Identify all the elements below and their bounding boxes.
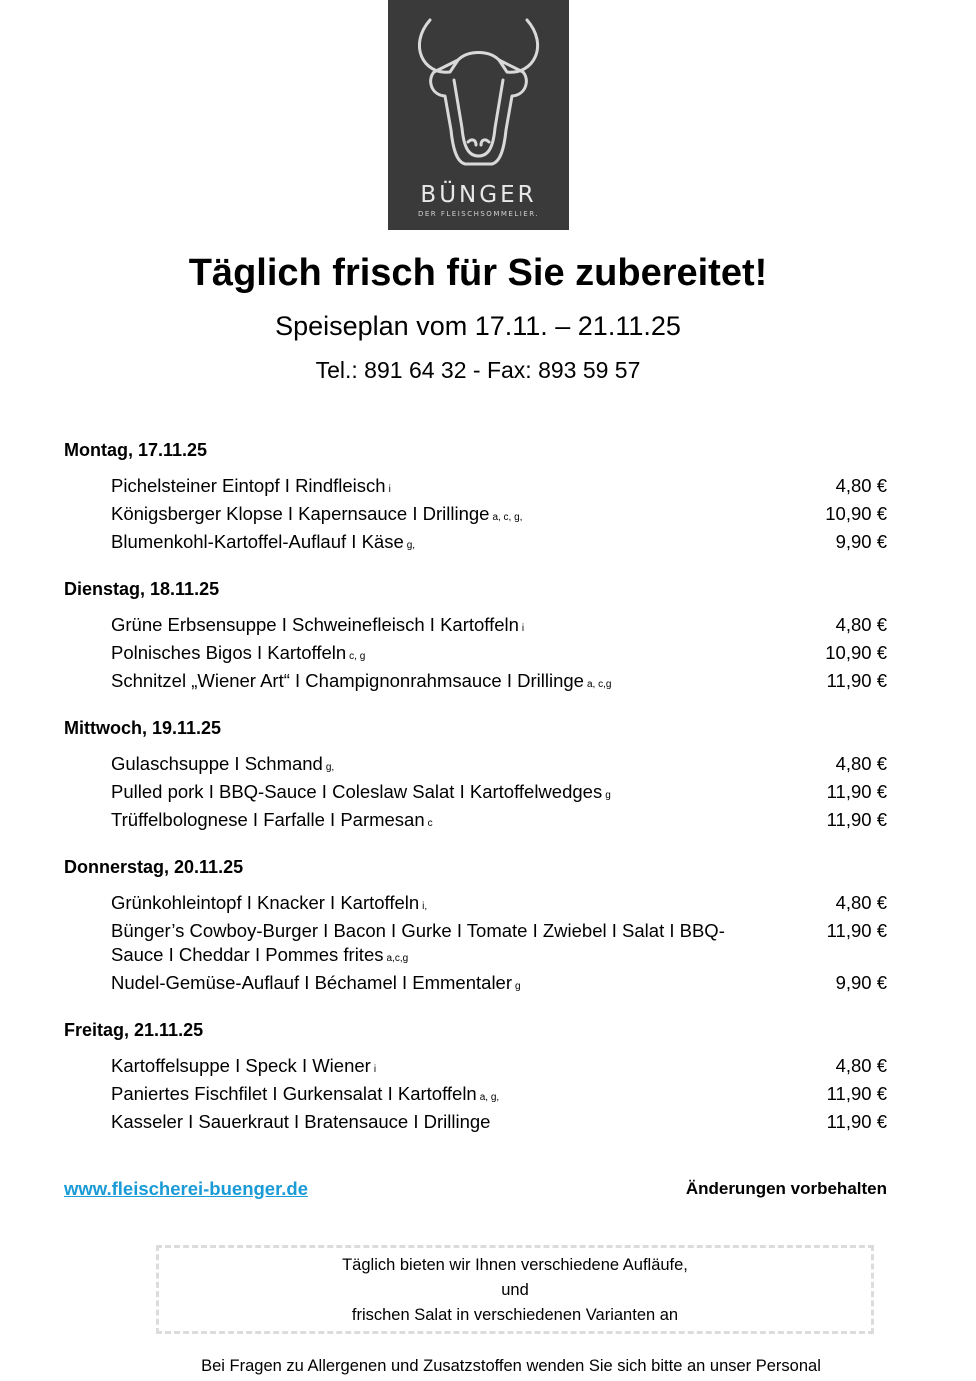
dish-allergens: a,c,g — [386, 953, 409, 964]
brand-tagline: DER FLEISCHSOMMELIER. — [417, 210, 540, 218]
info-box — [156, 1245, 874, 1334]
menu-period: Speiseplan vom 17.11. – 21.11.25 — [275, 311, 681, 341]
website-link[interactable]: www.fleischerei-buenger.de — [64, 1178, 308, 1199]
dish-allergens: i, — [422, 901, 428, 912]
dish-row — [64, 919, 887, 971]
dish-price: 10,90 € — [825, 642, 887, 663]
dish-name: Kasseler I Sauerkraut I Bratensauce I Drillinge — [111, 1111, 491, 1132]
dish-allergens: g, — [406, 540, 416, 551]
info-line: frischen Salat in verschiedenen Varianten an — [351, 1306, 679, 1324]
day-wednesday — [64, 716, 887, 836]
day-title: Mittwoch, 19.11.25 — [64, 718, 222, 738]
day-monday — [64, 438, 887, 558]
dish-allergens: g — [515, 981, 521, 992]
dish-name: Trüffelbolognese I Farfalle I Parmesan — [111, 809, 425, 830]
dish-price: 4,80 € — [835, 892, 887, 913]
dish-row — [64, 474, 887, 502]
day-friday — [64, 1018, 887, 1138]
dish-row — [64, 1082, 887, 1110]
dish-name: Schnitzel „Wiener Art“ I Champignonrahmsauce I Drillinge — [111, 670, 584, 691]
dish-name: Grüne Erbsensuppe I Schweinefleisch I Kartoffeln — [111, 614, 519, 635]
dish-price: 4,80 € — [835, 614, 887, 635]
dish-name: Grünkohleintopf I Knacker I Kartoffeln — [111, 892, 420, 913]
dish-row — [64, 530, 887, 558]
brand-logo — [388, 0, 569, 230]
dish-price: 4,80 € — [835, 753, 887, 774]
dish-price: 11,90 € — [826, 670, 887, 691]
brand-name: BÜNGER — [420, 182, 537, 208]
day-thursday — [64, 855, 887, 999]
day-title: Donnerstag, 20.11.25 — [64, 857, 244, 877]
dish-allergens: i — [521, 623, 525, 634]
contact-info: Tel.: 891 64 32 - Fax: 893 59 57 — [315, 357, 641, 383]
dish-allergens: a, c,g — [586, 679, 612, 690]
changes-reserved-note: Änderungen vorbehalten — [685, 1179, 887, 1198]
dish-name: Bünger’s Cowboy-Burger I Bacon I Gurke I Tomate I Zwiebel I Salat I BBQ-Sauce I Cheddar I Pommes frites — [111, 920, 725, 965]
dish-price: 9,90 € — [835, 531, 887, 552]
dish-name: Pichelsteiner Eintopf I Rindfleisch — [111, 475, 386, 496]
dish-row — [64, 891, 887, 919]
allergy-note: Bei Fragen zu Allergenen und Zusatzstoffen wenden Sie sich bitte an unser Personal — [201, 1357, 821, 1375]
day-title: Montag, 17.11.25 — [64, 440, 208, 460]
dish-allergens: g, — [325, 762, 335, 773]
dish-row — [64, 971, 887, 999]
dish-allergens: a, g, — [479, 1092, 500, 1103]
dish-name: Nudel-Gemüse-Auflauf I Béchamel I Emmentaler — [111, 972, 513, 993]
dish-price: 9,90 € — [835, 972, 887, 993]
dish-name: Königsberger Klopse I Kapernsauce I Drillinge — [111, 503, 490, 524]
dish-price: 10,90 € — [825, 503, 887, 524]
dish-price: 11,90 € — [826, 1083, 887, 1104]
dish-name: Polnisches Bigos I Kartoffeln — [111, 642, 347, 663]
dish-name: Blumenkohl-Kartoffel-Auflauf I Käse — [111, 531, 404, 552]
dish-price: 11,90 € — [826, 920, 887, 941]
dish-row — [64, 752, 887, 780]
dish-price: 4,80 € — [835, 1055, 887, 1076]
dish-name: Gulaschsuppe I Schmand — [111, 753, 323, 774]
dish-row — [64, 1054, 887, 1082]
dish-allergens: c — [427, 818, 433, 829]
info-line: und — [501, 1281, 529, 1299]
dish-row — [64, 669, 887, 697]
page-headline: Täglich frisch für Sie zubereitet! — [188, 252, 768, 294]
dish-row — [64, 780, 887, 808]
dish-row — [64, 808, 887, 836]
dish-name: Paniertes Fischfilet I Gurkensalat I Kartoffeln — [111, 1083, 477, 1104]
dish-row — [64, 1110, 887, 1138]
info-line: Täglich bieten wir Ihnen verschiedene Aufläufe, — [342, 1256, 688, 1274]
dish-price: 4,80 € — [835, 475, 887, 496]
dish-name: Kartoffelsuppe I Speck I Wiener — [111, 1055, 371, 1076]
day-tuesday — [64, 577, 887, 697]
dish-row — [64, 502, 887, 530]
dish-allergens: a, c, g, — [492, 512, 523, 523]
day-title: Dienstag, 18.11.25 — [64, 579, 220, 599]
dish-allergens: g — [605, 790, 611, 801]
dish-price: 11,90 € — [826, 1111, 887, 1132]
bull-head-icon — [388, 0, 569, 180]
dish-allergens: i — [373, 1064, 377, 1075]
dish-price: 11,90 € — [826, 781, 887, 802]
dish-row — [64, 613, 887, 641]
dish-name: Pulled pork I BBQ-Sauce I Coleslaw Salat I Kartoffelwedges — [111, 781, 603, 802]
weekly-menu — [64, 438, 887, 1157]
dish-allergens: i — [388, 484, 391, 495]
dish-price: 11,90 € — [826, 809, 887, 830]
day-title: Freitag, 21.11.25 — [64, 1020, 204, 1040]
dish-allergens: c, g — [349, 651, 366, 662]
dish-row — [64, 641, 887, 669]
